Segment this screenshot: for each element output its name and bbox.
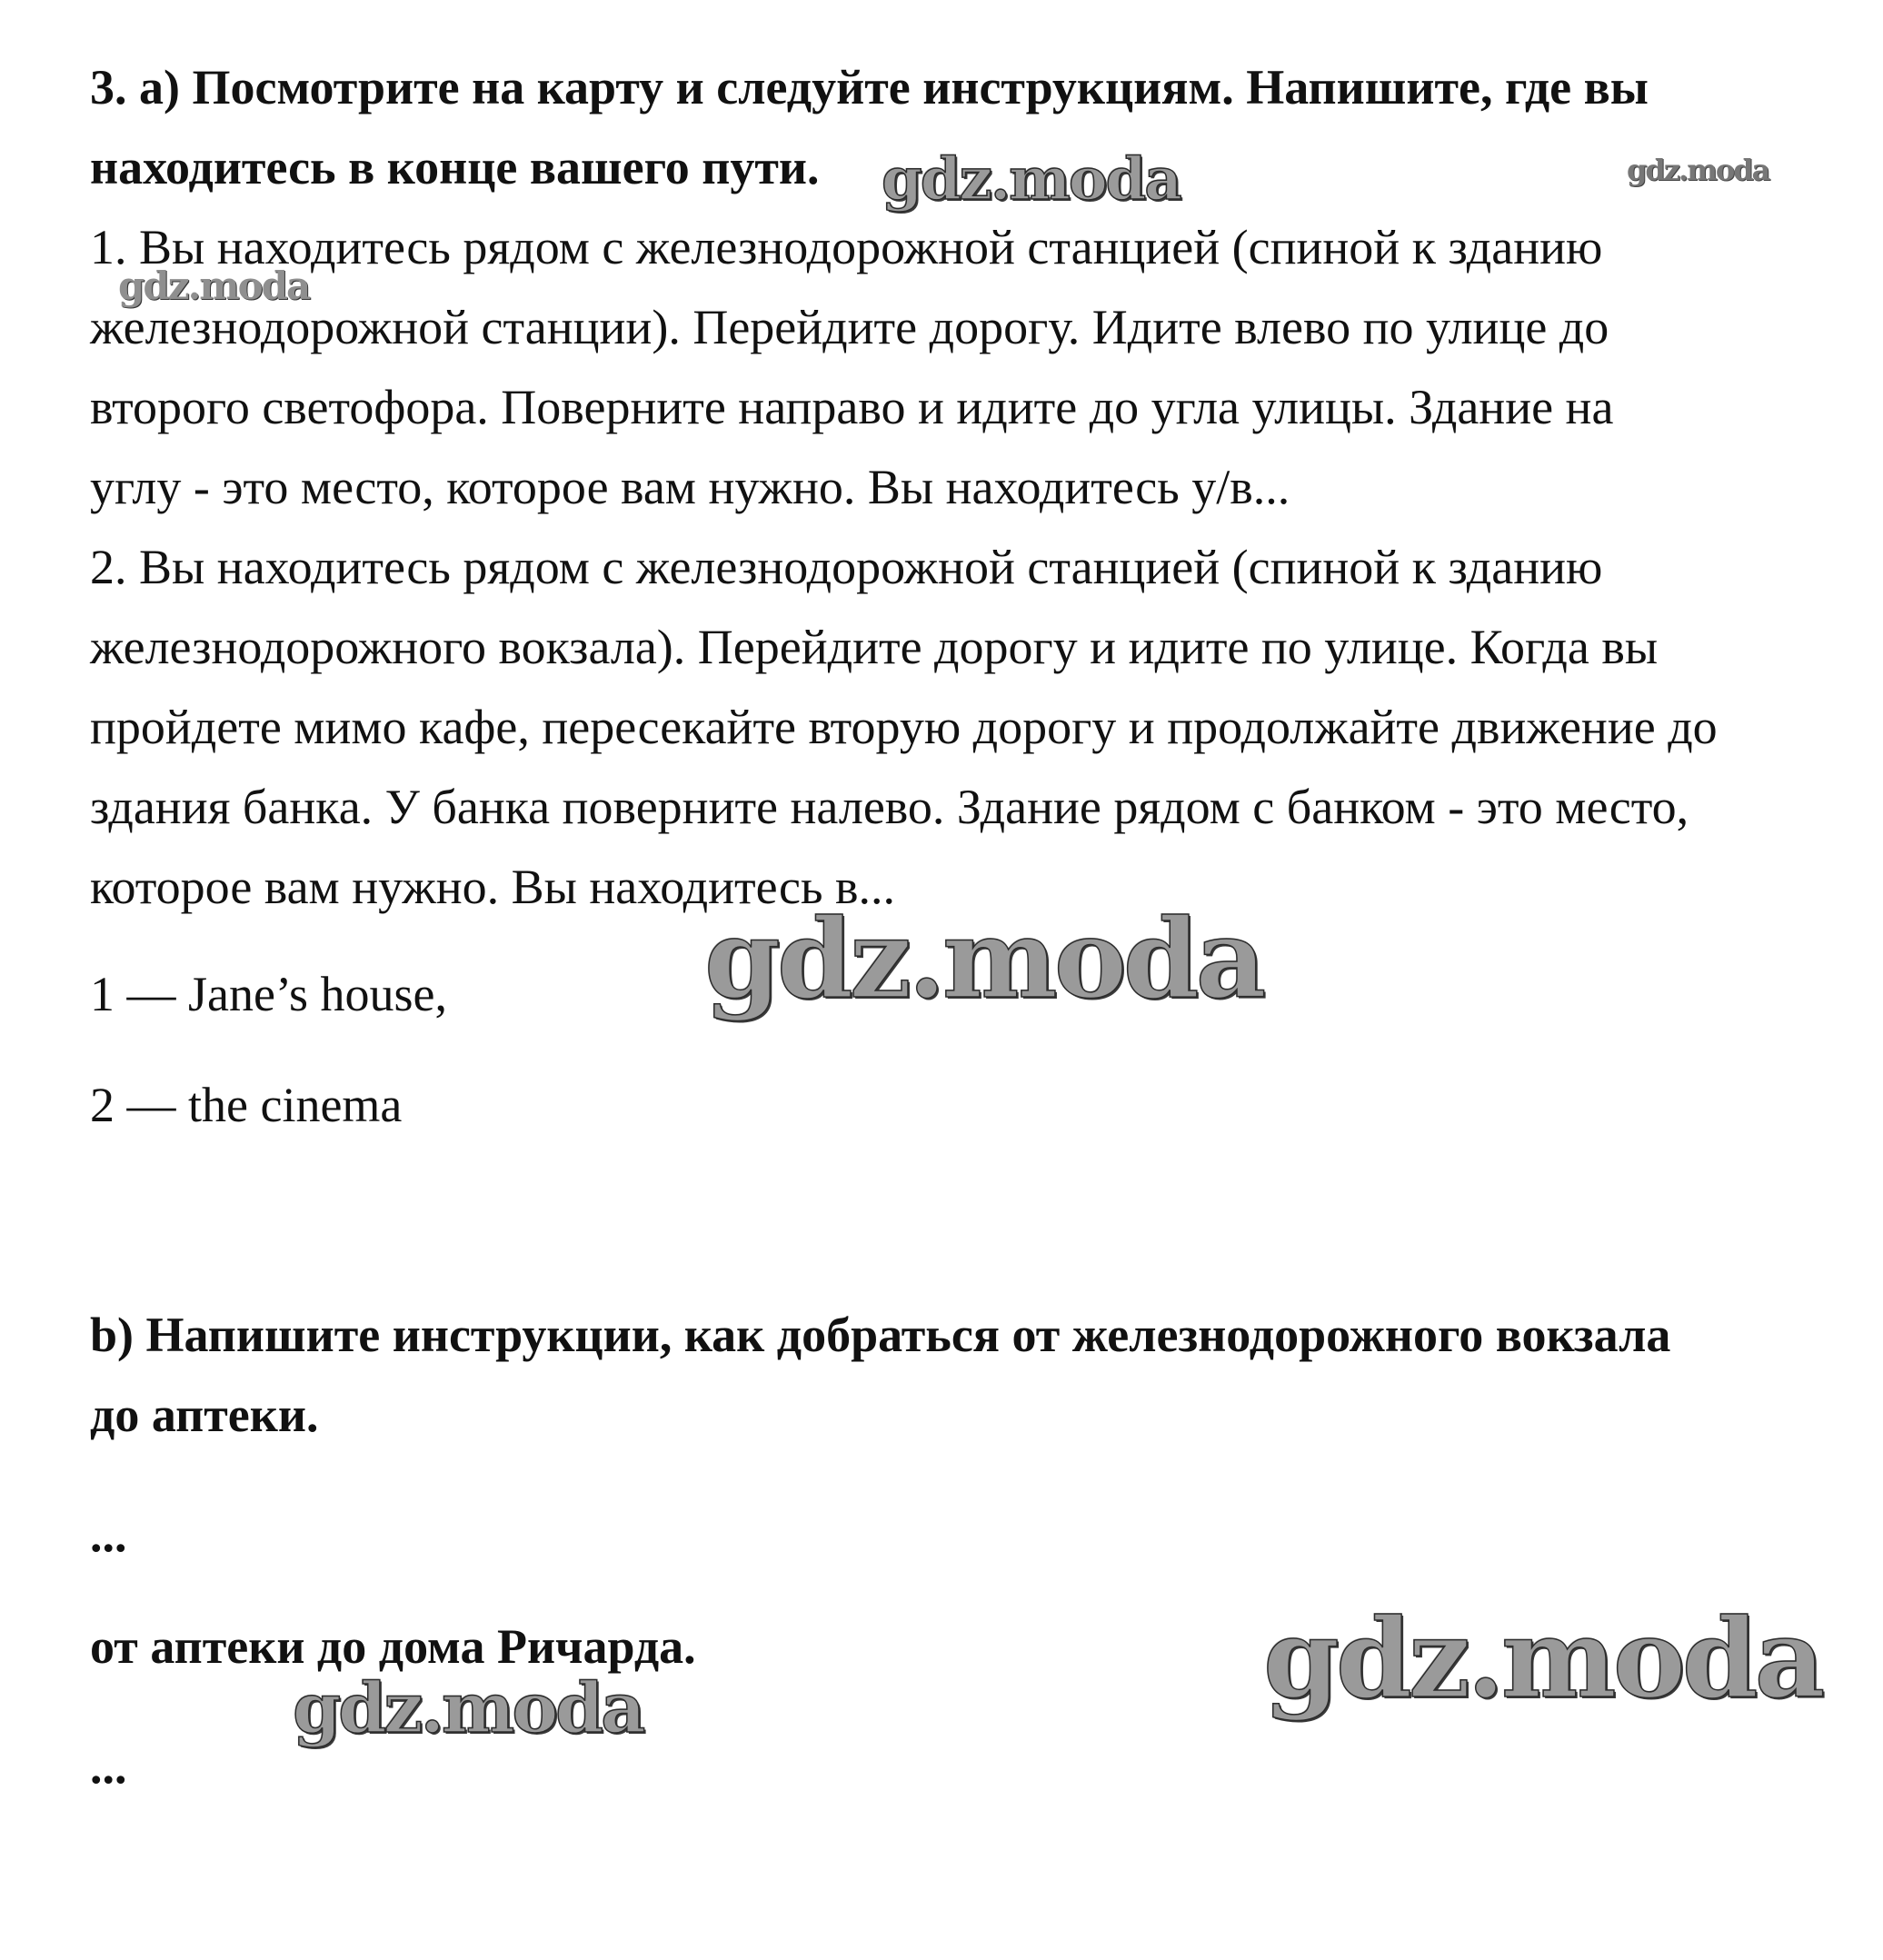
task-b-heading-line2: до аптеки. <box>90 1388 319 1442</box>
answer-1: 1 — Jane’s house, <box>90 967 447 1021</box>
answer-2: 2 — the cinema <box>90 1078 403 1132</box>
task-b-ellipsis-1: ... <box>90 1507 127 1562</box>
item1-line2: железнодорожной станции). Перейдите дорогу. Идите влево по улице до <box>90 300 1609 354</box>
watermark-logo: gdz.moda <box>118 264 310 308</box>
item2-line5: которое вам нужно. Вы находитесь в... <box>90 860 896 914</box>
item2-line3: пройдете мимо кафе, пересекайте вторую дорогу и продолжайте движение до <box>90 700 1718 754</box>
task-b-subheading: от аптеки до дома Ричарда. <box>90 1619 696 1674</box>
task-a-heading-line1: 3. а) Посмотрите на карту и следуйте инструкциям. Напишите, где вы <box>90 60 1649 114</box>
item2-line2: железнодорожного вокзала). Перейдите дорогу и идите по улице. Когда вы <box>90 620 1659 674</box>
watermark-logo: gdz.moda <box>704 895 1263 1023</box>
item1-line3: второго светофора. Поверните направо и идите до угла улицы. Здание на <box>90 380 1614 434</box>
watermark-logo: gdz.moda <box>293 1667 643 1748</box>
item1-line1: 1. Вы находитесь рядом с железнодорожной станцией (спиной к зданию <box>90 220 1603 274</box>
item2-line4: здания банка. У банка поверните налево. Здание рядом с банком - это место, <box>90 780 1689 834</box>
item1-line4: углу - это место, которое вам нужно. Вы находитесь у/в... <box>90 460 1290 514</box>
watermark-logo: gdz.moda <box>882 145 1181 214</box>
task-b-ellipsis-2: ... <box>90 1739 127 1794</box>
watermark-logo: gdz.moda <box>1263 1595 1822 1723</box>
task-b-heading-line1: b) Напишите инструкции, как добраться от железнодорожного вокзала <box>90 1308 1671 1362</box>
watermark-logo: gdz.moda <box>1627 153 1769 187</box>
item2-line1: 2. Вы находитесь рядом с железнодорожной станцией (спиной к зданию <box>90 540 1603 594</box>
task-a-heading-line2: находитесь в конце вашего пути. <box>90 140 820 194</box>
